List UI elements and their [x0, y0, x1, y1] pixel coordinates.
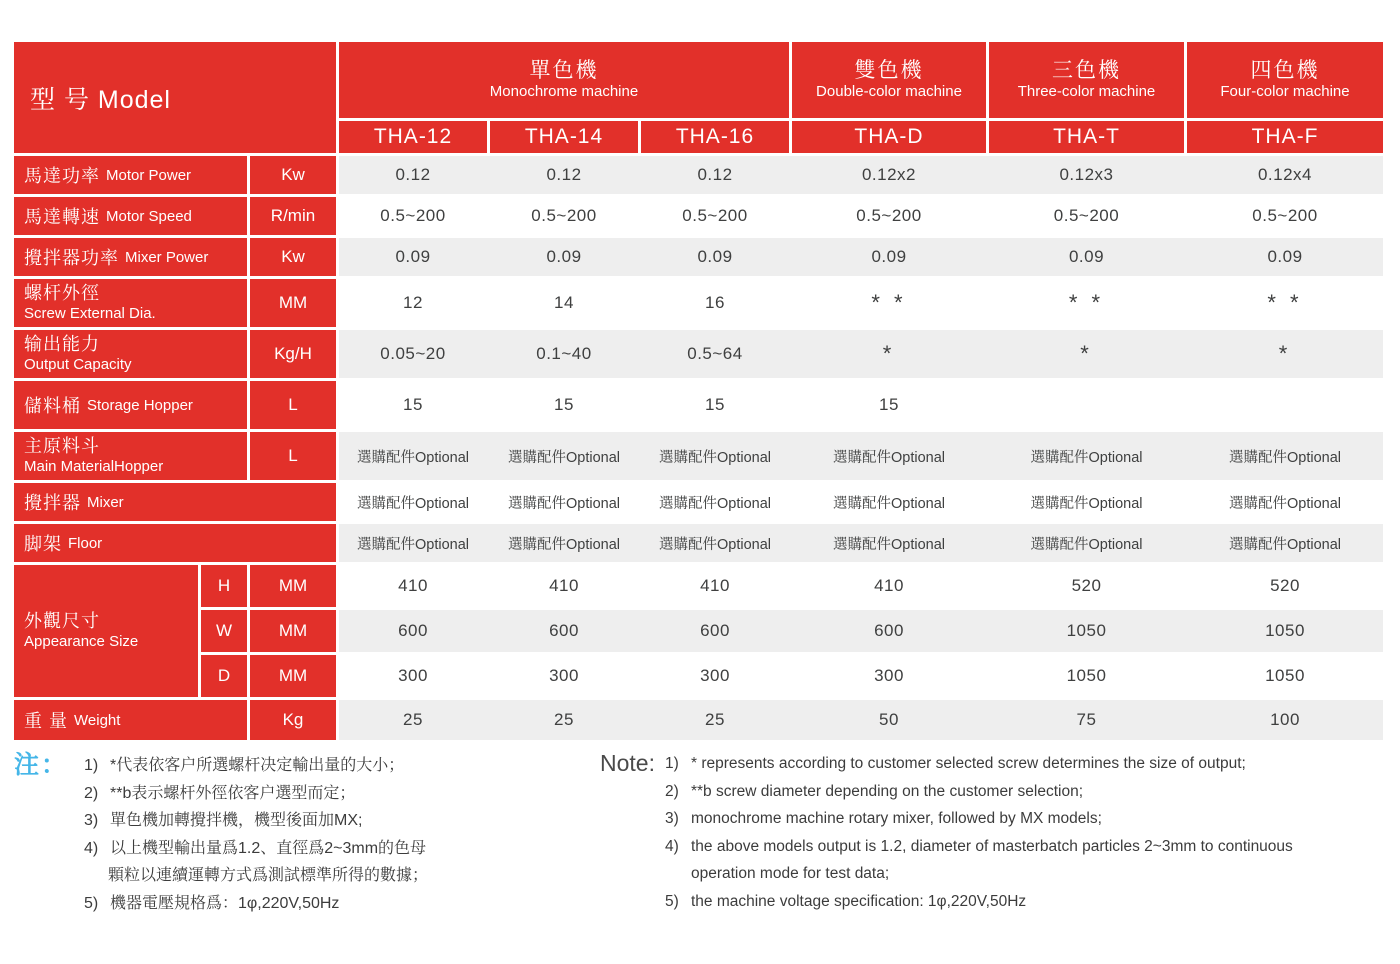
data-cell: 選購配件Optional	[507, 495, 620, 512]
data-cell: 520	[1071, 576, 1102, 595]
data-row-weight	[339, 700, 1383, 740]
note-text: *代表依客户所選螺杆决定輸出量的大小；	[110, 757, 405, 774]
note-text: the above models output is 1.2, diameter of masterbatch particles 2~3mm to continuous	[690, 837, 1293, 855]
row-label-zh: 攪拌器功率	[24, 248, 119, 268]
data-cell: 0.12x2	[861, 165, 917, 184]
data-cell: 0.09	[1267, 247, 1303, 266]
group-title-zh: 三色機	[1052, 59, 1121, 83]
data-row-mixer	[339, 483, 1383, 521]
data-cell: 選購配件Optional	[1228, 495, 1341, 512]
row-label-zh: 脚架	[24, 534, 62, 554]
data-cell: 選購配件Optional	[1228, 536, 1341, 553]
note-text: 單色機加轉攪拌機，機型後面加MX;	[110, 812, 363, 830]
model-cell-tha-d: THA-D	[792, 121, 986, 153]
data-cell: 15	[705, 395, 725, 414]
note-text: 以上機型輸出量爲1.2、直徑爲2~3mm的色母	[110, 839, 427, 857]
notes-zh-title: 注：	[14, 751, 69, 779]
group-title-en: Double-color machine	[816, 83, 962, 101]
note-item	[84, 752, 428, 780]
data-cell: 選購配件Optional	[1030, 536, 1143, 553]
note-number: 4)	[84, 839, 99, 857]
note-number: 2)	[84, 784, 99, 802]
group-title-en: Three-color machine	[1017, 83, 1156, 101]
note-number: 1)	[84, 757, 99, 774]
unit-cell: MM	[250, 655, 336, 697]
row-label-en: Motor Power	[106, 166, 192, 184]
group-title-zh: 雙色機	[854, 59, 924, 83]
data-cell: 1050	[1265, 621, 1305, 640]
row-label-motor-power	[14, 156, 247, 194]
group-header-monochrome	[339, 42, 789, 118]
row-label-zh: 馬達功率	[24, 166, 100, 186]
data-cell: 600	[874, 621, 904, 640]
row-label-en: Output Capacity	[24, 355, 132, 373]
data-cell: 選購配件Optional	[832, 536, 945, 553]
dimension-letter-w: W	[201, 610, 247, 652]
row-label-en: Storage Hopper	[87, 396, 193, 414]
data-row-mixer-power	[339, 238, 1383, 276]
model-cell-tha-12: THA-12	[339, 121, 487, 153]
row-label-en: Floor	[68, 534, 103, 552]
row-label-zh: 儲料桶	[24, 396, 81, 416]
note-item	[665, 750, 1293, 778]
data-cell	[1187, 381, 1383, 429]
data-cell: 選購配件Optional	[507, 449, 620, 466]
data-row-floor	[339, 524, 1383, 562]
data-cell: 選購配件Optional	[507, 536, 620, 553]
data-cell: 0.12	[697, 165, 733, 184]
row-label-en: Screw External Dia.	[24, 304, 156, 322]
note-item	[84, 835, 428, 863]
data-cell: *	[1080, 341, 1093, 366]
data-cell: * *	[1068, 290, 1105, 315]
model-header-cell: 型 号 Model	[14, 42, 336, 153]
row-label-en: Mixer	[87, 493, 124, 511]
data-cell: 520	[1270, 576, 1300, 595]
data-cell: 0.5~64	[687, 344, 743, 363]
row-label-weight	[14, 700, 247, 740]
data-cell: *	[1278, 341, 1292, 366]
row-label-zh: 螺杆外徑	[24, 283, 100, 304]
data-cell: 0.12	[546, 165, 582, 184]
row-label-en: Appearance Size	[24, 632, 139, 650]
row-label-zh: 馬達轉速	[24, 207, 100, 227]
data-cell: 0.5~200	[1053, 206, 1120, 225]
row-label-zh: 主原料斗	[24, 436, 100, 457]
data-cell: 300	[700, 666, 730, 685]
unit-cell: L	[250, 432, 336, 480]
data-cell: 選購配件Optional	[658, 536, 771, 553]
data-row-width	[339, 610, 1383, 652]
notes-zh-list	[84, 752, 428, 917]
data-cell: 300	[549, 666, 579, 685]
note-item	[665, 888, 1293, 916]
data-cell: 選購配件Optional	[356, 536, 469, 553]
unit-cell: L	[250, 381, 336, 429]
row-label-en: Main MaterialHopper	[24, 457, 164, 475]
data-row-main-material-hopper	[339, 432, 1383, 480]
data-cell: 75	[1076, 710, 1097, 729]
data-cell: 25	[705, 710, 725, 729]
row-label-mixer	[14, 483, 336, 521]
data-cell: 25	[403, 710, 423, 729]
data-cell: 16	[705, 293, 725, 312]
group-header-double-color	[792, 42, 986, 118]
notes-english	[600, 750, 1293, 915]
notes-chinese	[14, 752, 428, 917]
data-cell: 選購配件Optional	[832, 495, 945, 512]
group-header-three-color	[989, 42, 1184, 118]
unit-cell: MM	[250, 610, 336, 652]
data-cell	[989, 381, 1184, 429]
data-cell: 410	[549, 576, 579, 595]
row-label-output-capacity	[14, 330, 247, 378]
data-cell: 410	[700, 576, 730, 595]
note-text: 機器電壓規格爲：1φ,220V,50Hz	[110, 894, 340, 912]
row-label-floor	[14, 524, 336, 562]
note-item	[665, 778, 1293, 806]
unit-cell: Kw	[250, 156, 336, 194]
data-cell: 選購配件Optional	[1030, 495, 1143, 512]
data-cell: 選購配件Optional	[356, 495, 469, 512]
group-title-zh: 四色機	[1250, 59, 1320, 83]
note-number: 3)	[664, 810, 679, 828]
note-text: 顆粒以連續運轉方式爲測試標準所得的數據；	[108, 867, 429, 885]
note-text: **b表示螺杆外徑依客户選型而定；	[110, 784, 356, 802]
data-cell: 300	[874, 666, 904, 685]
data-cell: 100	[1270, 710, 1300, 729]
data-cell: 410	[398, 576, 428, 595]
data-cell: 15	[403, 395, 423, 414]
note-number: 2)	[664, 782, 679, 800]
data-cell: 25	[554, 710, 574, 729]
note-number: 5)	[84, 894, 99, 912]
note-number: 4)	[664, 837, 679, 855]
row-label-en: Motor Speed	[106, 207, 192, 225]
data-cell: 0.5~200	[682, 206, 748, 225]
data-cell: 0.5~200	[531, 206, 597, 225]
data-row-storage-hopper	[339, 381, 1383, 429]
notes-en-title: Note:	[600, 750, 655, 776]
note-number: 1)	[664, 755, 679, 772]
note-item	[84, 780, 428, 808]
row-label-zh: 攪拌器	[24, 493, 81, 513]
note-number: 5)	[664, 892, 679, 910]
note-text: **b screw diameter depending on the customer selection;	[690, 782, 1084, 800]
note-item	[665, 833, 1293, 861]
data-cell: 600	[700, 621, 730, 640]
data-row-screw-external-dia	[339, 279, 1383, 327]
data-row-motor-power	[339, 156, 1383, 194]
row-label-screw-external-dia	[14, 279, 247, 327]
model-cell-tha-f: THA-F	[1187, 121, 1383, 153]
note-item-continuation	[665, 860, 1293, 888]
row-label-en: Weight	[74, 711, 121, 729]
notes-en-list	[665, 750, 1293, 915]
unit-cell: R/min	[250, 197, 336, 235]
data-cell: 0.12	[395, 165, 431, 184]
note-text: * represents according to customer selected screw determines the size of output;	[690, 755, 1246, 772]
data-cell: 600	[549, 621, 579, 640]
data-cell: 0.5~200	[380, 206, 446, 225]
model-cell-tha-16: THA-16	[641, 121, 789, 153]
data-cell: 選購配件Optional	[356, 449, 469, 466]
row-label-zh: 重 量	[24, 711, 69, 731]
unit-cell: Kw	[250, 238, 336, 276]
data-cell: 選購配件Optional	[658, 495, 771, 512]
data-cell: 0.5~200	[856, 206, 922, 225]
dimension-letter-h: H	[201, 565, 247, 607]
data-cell: 0.12x4	[1257, 165, 1313, 184]
model-cell-tha-14: THA-14	[490, 121, 638, 153]
data-cell: 0.09	[1068, 247, 1105, 266]
data-cell: 選購配件Optional	[1030, 449, 1143, 466]
data-cell: 0.1~40	[536, 344, 592, 363]
data-row-height	[339, 565, 1383, 607]
data-cell: 50	[879, 710, 899, 729]
data-cell: 0.09	[395, 247, 431, 266]
group-header-four-color	[1187, 42, 1383, 118]
data-cell: 0.12x3	[1059, 165, 1114, 184]
data-row-output-capacity	[339, 330, 1383, 378]
data-cell: 選購配件Optional	[832, 449, 945, 466]
dimension-letter-d: D	[201, 655, 247, 697]
note-text: operation mode for test data;	[690, 865, 890, 883]
data-cell: 15	[879, 395, 899, 414]
unit-cell: Kg/H	[250, 330, 336, 378]
row-label-en: Mixer Power	[125, 248, 209, 266]
data-row-motor-speed	[339, 197, 1383, 235]
unit-cell: MM	[250, 565, 336, 607]
group-title-en: Monochrome machine	[489, 83, 639, 101]
row-label-appearance-size	[14, 565, 198, 697]
data-cell: * *	[871, 290, 907, 315]
row-label-motor-speed	[14, 197, 247, 235]
data-cell: 0.09	[697, 247, 733, 266]
note-item	[665, 805, 1293, 833]
note-text: monochrome machine rotary mixer, followed by MX models;	[690, 810, 1102, 828]
unit-cell: MM	[250, 279, 336, 327]
data-cell: 0.09	[546, 247, 582, 266]
model-cell-tha-t: THA-T	[989, 121, 1184, 153]
note-text: the machine voltage specification: 1φ,220V,50Hz	[690, 892, 1027, 910]
data-cell: 1050	[1066, 666, 1107, 685]
group-title-zh: 單色機	[529, 59, 599, 83]
data-cell: 15	[554, 395, 574, 414]
data-cell: *	[882, 341, 896, 366]
row-label-main-material-hopper	[14, 432, 247, 480]
data-cell: 300	[398, 666, 428, 685]
data-cell: 選購配件Optional	[658, 449, 771, 466]
unit-cell: Kg	[250, 700, 336, 740]
spec-table	[14, 42, 1383, 740]
note-item-continuation	[84, 862, 428, 890]
data-cell: 0.05~20	[380, 344, 446, 363]
row-label-zh: 外觀尺寸	[24, 611, 100, 632]
group-title-en: Four-color machine	[1220, 83, 1350, 101]
row-label-mixer-power	[14, 238, 247, 276]
note-item	[84, 807, 428, 835]
data-cell: 12	[403, 293, 423, 312]
data-cell: 1050	[1066, 621, 1107, 640]
data-cell: 14	[554, 293, 574, 312]
row-label-zh: 输出能力	[24, 334, 100, 355]
data-row-depth	[339, 655, 1383, 697]
data-cell: 600	[398, 621, 428, 640]
data-cell: * *	[1267, 290, 1303, 315]
data-cell: 0.5~200	[1252, 206, 1318, 225]
row-label-storage-hopper	[14, 381, 247, 429]
data-cell: 410	[874, 576, 904, 595]
data-cell: 1050	[1265, 666, 1305, 685]
note-item	[84, 890, 428, 918]
data-cell: 0.09	[871, 247, 907, 266]
data-cell: 選購配件Optional	[1228, 449, 1341, 466]
note-number: 3)	[84, 812, 99, 830]
